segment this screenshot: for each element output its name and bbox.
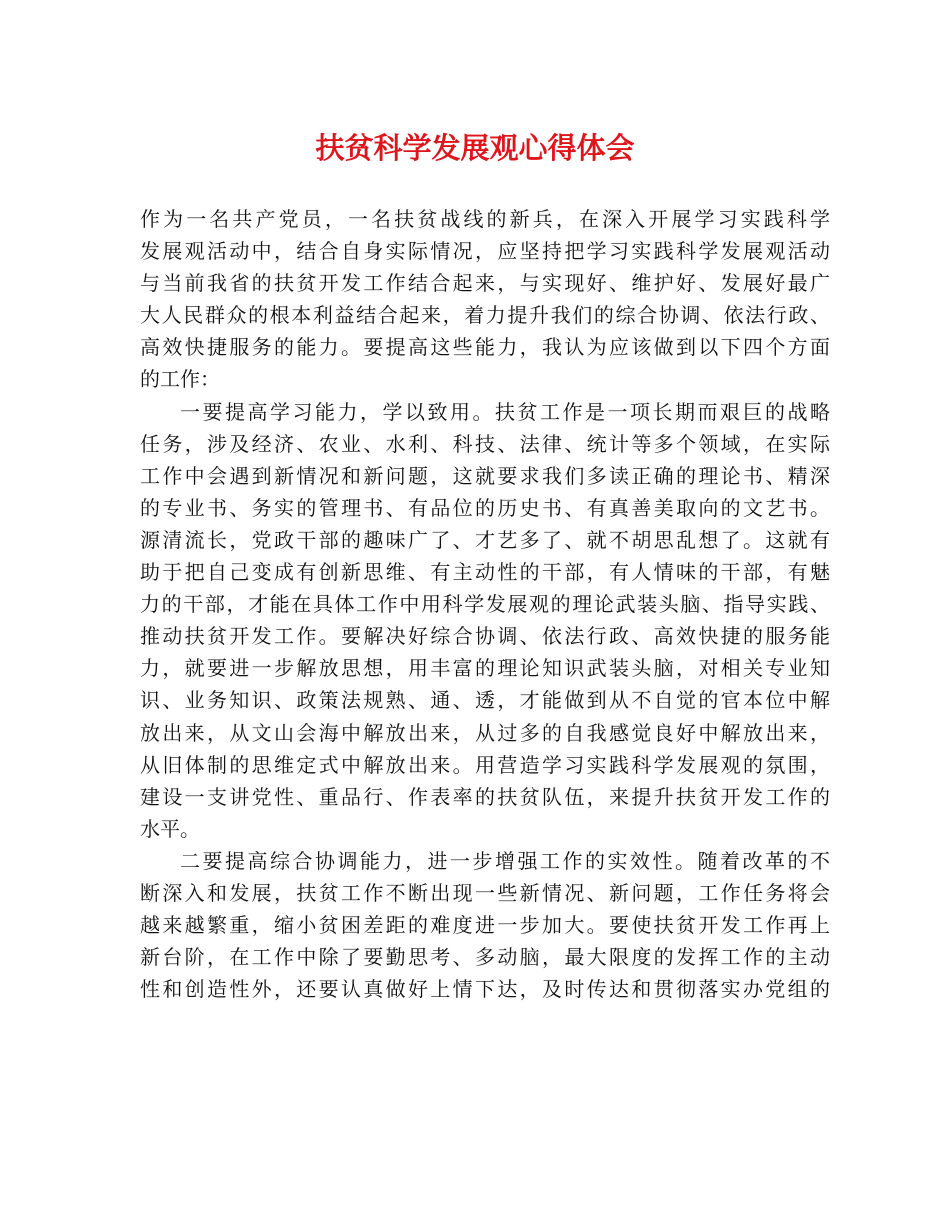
body-text-line: 识、业务知识、政策法规熟、通、透，才能做到从不自觉的官本位中解 bbox=[140, 688, 830, 713]
body-text-line: 断深入和发展，扶贫工作不断出现一些新情况、新问题，工作任务将会 bbox=[140, 880, 830, 905]
body-text-line: 从旧体制的思维定式中解放出来。用营造学习实践科学发展观的氛围， bbox=[140, 752, 830, 777]
body-text-line: 的工作： bbox=[140, 367, 220, 392]
body-text-line: 力的干部，才能在具体工作中用科学发展观的理论武装头脑、指导实践、 bbox=[140, 592, 830, 617]
body-text-line: 工作中会遇到新情况和新问题，这就要求我们多读正确的理论书、精深 bbox=[140, 463, 830, 488]
body-text-line: 新台阶，在工作中除了要勤思考、多动脑，最大限度的发挥工作的主动 bbox=[140, 945, 830, 970]
body-text-line: 发展观活动中，结合自身实际情况，应坚持把学习实践科学发展观活动 bbox=[140, 239, 830, 264]
body-text-line: 源清流长，党政干部的趣味广了、才艺多了、就不胡思乱想了。这就有 bbox=[140, 527, 830, 552]
body-text-line: 大人民群众的根本利益结合起来，着力提升我们的综合协调、依法行政、 bbox=[140, 303, 830, 328]
body-text-line: 水平。 bbox=[140, 816, 200, 841]
document-title: 扶贫科学发展观心得体会 bbox=[315, 131, 635, 165]
body-text-line: 一要提高学习能力，学以致用。扶贫工作是一项长期而艰巨的战略 bbox=[180, 399, 830, 424]
body-text-line: 越来越繁重，缩小贫困差距的难度进一步加大。要使扶贫开发工作再上 bbox=[140, 913, 830, 938]
body-text-line: 任务，涉及经济、农业、水利、科技、法律、统计等多个领域，在实际 bbox=[140, 431, 830, 456]
body-text-line: 高效快捷服务的能力。要提高这些能力，我认为应该做到以下四个方面 bbox=[140, 335, 830, 360]
body-text-line: 建设一支讲党性、重品行、作表率的扶贫队伍，来提升扶贫开发工作的 bbox=[140, 784, 830, 809]
body-text-line: 放出来，从文山会海中解放出来，从过多的自我感觉良好中解放出来， bbox=[140, 720, 830, 745]
document-body bbox=[140, 203, 830, 1005]
body-text-line: 推动扶贫开发工作。要解决好综合协调、依法行政、高效快捷的服务能 bbox=[140, 624, 830, 649]
body-text-line: 二要提高综合协调能力，进一步增强工作的实效性。随着改革的不 bbox=[180, 848, 830, 873]
body-text-line: 助于把自己变成有创新思维、有主动性的干部，有人情味的干部，有魅 bbox=[140, 560, 830, 585]
body-text-line: 性和创造性外，还要认真做好上情下达，及时传达和贯彻落实办党组的 bbox=[140, 977, 830, 1002]
body-text-line: 与当前我省的扶贫开发工作结合起来，与实现好、维护好、发展好最广 bbox=[140, 271, 830, 296]
body-text-line: 力，就要进一步解放思想，用丰富的理论知识武装头脑，对相关专业知 bbox=[140, 656, 830, 681]
body-text-line: 的专业书、务实的管理书、有品位的历史书、有真善美取向的文艺书。 bbox=[140, 495, 830, 520]
body-text-line: 作为一名共产党员，一名扶贫战线的新兵，在深入开展学习实践科学 bbox=[140, 207, 830, 231]
